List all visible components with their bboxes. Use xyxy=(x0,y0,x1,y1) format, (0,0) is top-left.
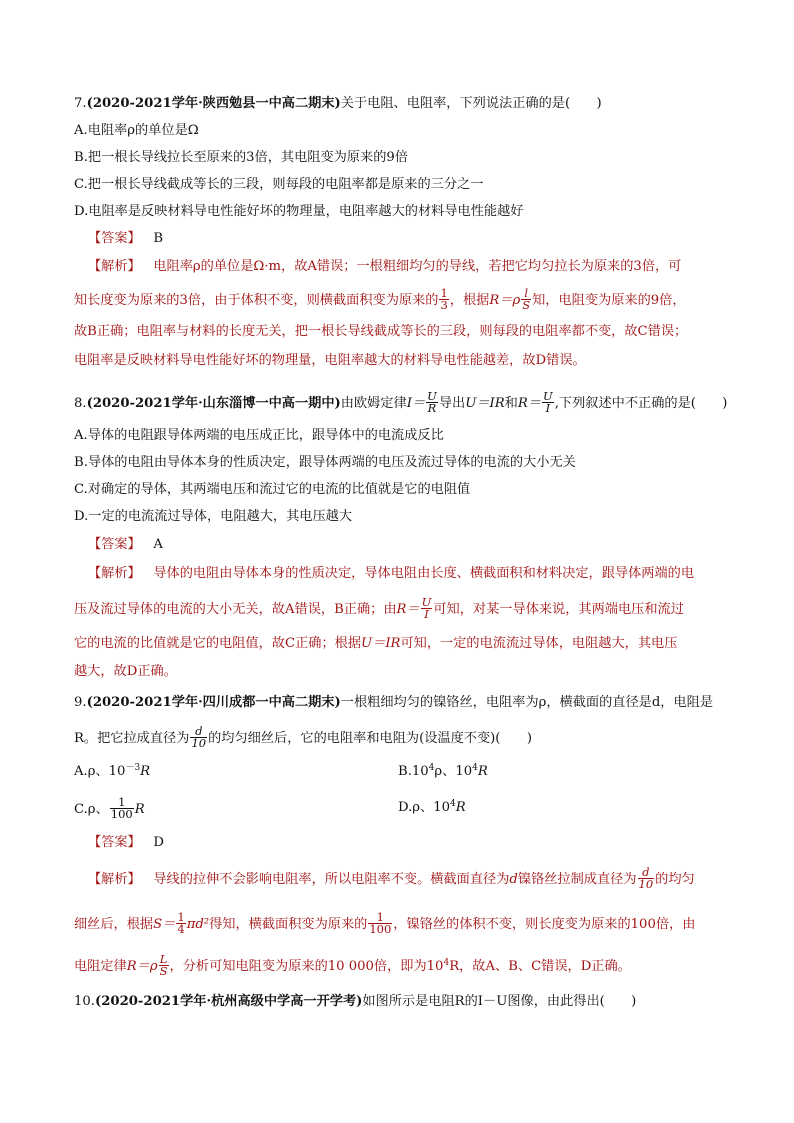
question-8-explanation-line-1: 【解析】 导体的电阻由导体本身的性质决定，导体电阻由长度、横截面积和材料决定，跟导体两端的电 xyxy=(88,566,695,581)
explanation-label: 【解析】 xyxy=(88,259,141,274)
question-8-stem: 8.(2020-2021学年·山东淄博一中高一期中)由欧姆定律I＝ $\frac{U}{R}$ 导出U＝IR和R＝ $\frac{U}{I}$ ,下列叙述中不正确的是( ) xyxy=(74,389,728,415)
question-7-stem: 7.(2020-2021学年·陕西勉县一中高二期末)关于电阻、电阻率，下列说法正确的是( ) xyxy=(74,96,602,111)
question-8-option-b: B.导体的电阻由导体本身的性质决定，跟导体两端的电压及流过导体的电流的大小无关 xyxy=(74,455,576,470)
fraction-l-over-s: $\frac{l}{S}$ xyxy=(522,286,531,312)
question-9-stem-line-1: 9.(2020-2021学年·四川成都一中高二期末)一根粗细均匀的镍铬丝，电阻率为ρ，横截面的直径是d，电阻是 xyxy=(74,695,714,710)
explanation-label: 【解析】 xyxy=(88,566,141,581)
question-9-stem-line-2: R。把它拉成直径为 $\frac{d}{10}$ 的均匀细丝后，它的电阻率和电阻为(设温度不变)( ) xyxy=(74,724,532,750)
question-8-source: (2020-2021学年·山东淄博一中高一期中) xyxy=(86,396,341,411)
fraction-d-over-10: $\frac{d}{10}$ xyxy=(638,865,654,891)
question-9-options-row-1 xyxy=(74,762,150,782)
fraction-1-over-100: $\frac{1}{100}$ xyxy=(369,910,392,936)
fraction-d-over-10: $\frac{d}{10}$ xyxy=(191,724,207,750)
fraction-u-over-r: $\frac{U}{R}$ xyxy=(427,389,437,415)
question-8-explanation-line-3: 它的电流的比值就是它的电阻值，故C正确；根据U＝IR可知，一定的电流流过导体，电阻越大，其电压 xyxy=(74,636,678,651)
question-9-option-c: C.ρ、 $\frac{1}{100}$ R xyxy=(74,795,145,821)
answer-label: 【答案】 xyxy=(88,835,141,850)
answer-value: B xyxy=(153,231,164,246)
explanation-label: 【解析】 xyxy=(88,872,141,887)
fraction-1-over-100: $\frac{1}{100}$ xyxy=(110,795,133,821)
question-7-explanation-line-2: 知长度变为原来的3倍，由于体积不变，则横截面积变为原来的 $\frac{1}{3}$ ，根据R＝ρ $\frac{l}{S}$ 知，电阻变为原来的9倍， xyxy=(74,286,686,312)
question-10-stem: 10.(2020-2021学年·杭州高级中学高一开学考)如图所示是电阻R的I－U图像，由此得出( ) xyxy=(74,994,637,1009)
answer-value: D xyxy=(153,835,164,850)
question-9-option-d: D.ρ、$10^4R$ xyxy=(398,799,466,815)
question-7-explanation-line-1: 【解析】 电阻率ρ的单位是Ω·m，故A错误；一根粗细均匀的导线，若把它均匀拉长为原来的3倍，可 xyxy=(88,259,682,274)
question-9-explanation-line-1: 【解析】 导线的拉伸不会影响电阻率，所以电阻率不变。横截面直径为d镍铬丝拉制成直径为 $\frac{d}{10}$ 的均匀 xyxy=(88,865,695,891)
answer-value: A xyxy=(153,537,163,552)
question-8-explanation-line-2: 压及流过导体的电流的大小无关，故A错误，B正确；由R＝ $\frac{U}{I}$ 可知，对某一导体来说，其两端电压和流过 xyxy=(74,595,684,621)
question-7-explanation-line-3: 故B正确；电阻率与材料的长度无关，把一根长导线截成等长的三段，则每段的电阻率都不变，故C错误； xyxy=(74,324,688,339)
question-8-answer xyxy=(88,535,163,555)
question-9-explanation-line-3: 电阻定律R＝ρ $\frac{L}{S}$ ，分析可知电阻变为原来的10 000倍，即为$10^4R$，故A、B、C错误，D正确。 xyxy=(74,952,631,978)
question-7-option-a: A.电阻率ρ的单位是Ω xyxy=(74,123,199,138)
fraction-l-over-s: $\frac{L}{S}$ xyxy=(159,952,168,978)
fraction-1-over-4: $\frac{1}{4}$ xyxy=(177,910,185,936)
question-9-answer xyxy=(88,833,164,853)
question-7-answer xyxy=(88,229,163,249)
question-8-option-c: C.对确定的导体，其两端电压和流过它的电流的比值就是它的电阻值 xyxy=(74,482,471,497)
question-9-explanation-line-2: 细丝后，根据S＝ $\frac{1}{4}$ πd²得知，横截面积变为原来的 $\frac{1}{100}$ ，镍铬丝的体积不变，则长度变为原来的100倍，由 xyxy=(74,910,696,936)
question-8-option-d: D.一定的电流流过导体，电阻越大，其电压越大 xyxy=(74,509,353,524)
question-10-source: (2020-2021学年·杭州高级中学高一开学考) xyxy=(94,994,363,1009)
question-7-source: (2020-2021学年·陕西勉县一中高二期末) xyxy=(86,96,341,111)
answer-label: 【答案】 xyxy=(88,537,141,552)
fraction-u-over-i: $\frac{U}{I}$ xyxy=(421,595,432,621)
fraction-one-third: $\frac{1}{3}$ xyxy=(440,286,448,312)
question-8-option-a: A.导体的电阻跟导体两端的电压成正比，跟导体中的电流成反比 xyxy=(74,428,444,443)
question-9-source: (2020-2021学年·四川成都一中高二期末) xyxy=(86,695,341,710)
fraction-u-over-i: $\frac{U}{I}$ xyxy=(542,389,553,415)
answer-label: 【答案】 xyxy=(88,231,141,246)
question-7-option-b: B.把一根长导线拉长至原来的3倍，其电阻变为原来的9倍 xyxy=(74,150,408,165)
question-8-explanation-line-4: 越大，故D正确。 xyxy=(74,664,177,679)
question-9-option-b: $B.10^4\rho$、$10^4R$ xyxy=(398,763,488,779)
question-7-option-c: C.把一根长导线截成等长的三段，则每段的电阻率都是原来的三分之一 xyxy=(74,177,484,192)
question-9-option-a: A.ρ、$10^{-3}R$ xyxy=(74,763,151,779)
question-7-option-d: D.电阻率是反映材料导电性能好坏的物理量，电阻率越大的材料导电性能越好 xyxy=(74,204,524,219)
question-7-explanation-line-4: 电阻率是反映材料导电性能好坏的物理量，电阻率越大的材料导电性能越差，故D错误。 xyxy=(74,353,586,368)
